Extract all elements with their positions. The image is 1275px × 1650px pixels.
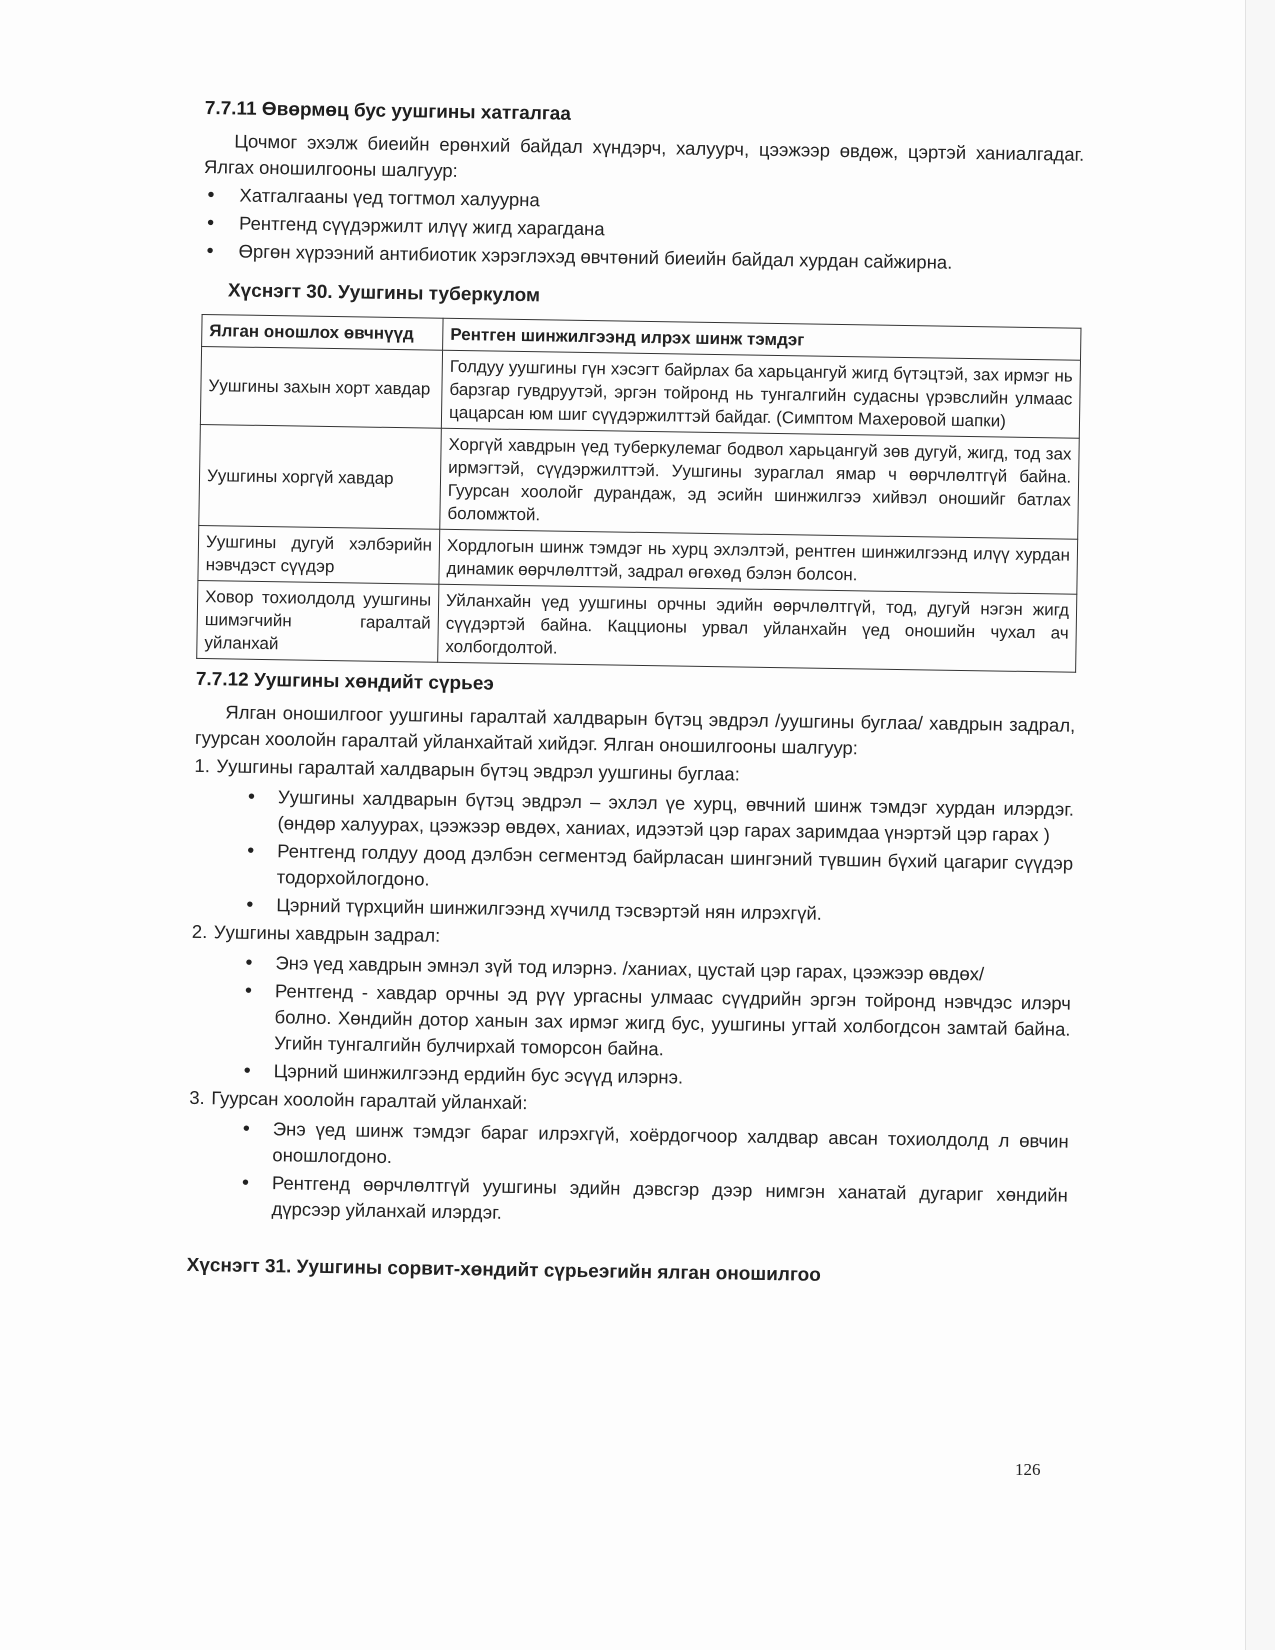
table-cell: Хоргүй хавдрын үед туберкулемаг бодвол харьцангуй зөв дугуй, жигд, тод зах ирмэгтэй, сүүдэржилттэй. Уушгины зураглал ямар ч өөрчлөлтгүй байна. Гуурсан хоолойг дурандаж, эд эсийн шинжилгээ хийвэл оношийг батлах боломжтой. <box>440 428 1080 539</box>
table-header-cell: Рентген шинжилгээнд илрэх шинж тэмдэг <box>443 318 1081 360</box>
list-item: • Рентгенд сүүдэржилт илүү жигд харагдана <box>203 210 1083 250</box>
item-number: 2. <box>191 920 208 943</box>
list-item: • Рентгенд голдуу доод дэлбэн сегментэд байрласан шингэний түвшин бүхий цагариг сүүдэр тодорхойлогдоно. <box>237 838 1074 903</box>
table-cell: Голдуу уушгины гүн хэсэгт байрлах ба харьцангуй жигд бүтэцтэй, зах ирмэг нь барзгар гувдруутэй, эргэн тойронд нь тунгалгийн судасны үрэвслийн улмаас цацарсан юм шиг сүүдэржилттэй байдаг. (Симптом Махеровой шапки) <box>441 350 1080 438</box>
page-number: 126 <box>1015 1460 1041 1479</box>
item-title: Гуурсан хоолойн гаралтай уйланхай: <box>211 1087 528 1114</box>
table-cell: Уйланхайн үед уушгины орчны эдийн өөрчлөлтгүй, тод, дугуй нэгэн жигд сүүдэртэй байна. Кацционы урвал уйланхайн үед оношийн чухал ач холбогдолтой. <box>438 584 1077 672</box>
list-item: • Өргөн хүрээний антибиотик хэрэглэхэд өвчтөний биеийн байдал хурдан сайжирна. <box>202 238 1082 278</box>
table-row <box>200 346 1080 438</box>
list-item: • Рентгенд - хавдар орчны эд рүү ургасны улмаас сүүдрийн эргэн тойронд нэвчдэс илэрч болно. Хөндийн дотор ханын зах ирмэг жигд бус, уушгины угтай холбогдсон замтай байна. Угийн тунгалгийн булчирхай томорсон байна. <box>234 978 1071 1069</box>
list-item: • Уушгины халдварын бүтэц эвдрэл – эхлэл үе хурц, өвчний шинж тэмдэг хурдан илэрдэг. (өндөр халуурах, цээжээр өвдөх, ханиах, идээтэй цэр гарах заримдаа үнэртэй цэр гарах ) <box>237 784 1074 849</box>
list-item: • Энэ үед хавдрын эмнэл зүй тод илэрнэ. /ханиах, цустай цэр гарах, цээжээр өвдөх/ <box>235 950 1071 989</box>
table-row <box>199 424 1079 539</box>
table-cell: Хордлогын шинж тэмдэг нь хурц эхлэлтэй, рентген шинжилгээнд илүү хурдан динамик өөрчлөлттэй, задрал өгөхөд бэлэн болсон. <box>439 529 1078 594</box>
sub-list <box>236 784 1074 931</box>
section-intro: Ялган оношилгоог уушгины гаралтай халдварын бүтэц эвдрэл /уушгины буглаа/ хавдрын задрал, гуурсан хоолойн гаралтай уйланхайтай хийдэг. Ялган оношилгооны шалгуур: <box>194 701 1076 759</box>
section-heading-7-7-11: 7.7.11 Өвөрмөц бус уушгины хатгалгаа <box>204 98 572 125</box>
list-item: • Рентгенд өөрчлөлтгүй уушгины эдийн дэвсгэр дээр нимгэн ханатай дугариг хөндийн дүрсээр уйланхай илэрдэг. <box>231 1170 1068 1235</box>
list-item: • Хатгалгааны үед тогтмол халуурна <box>203 182 1083 222</box>
numbered-item <box>190 919 1072 1097</box>
list-item: • Цэрний түрхцийн шинжилгээнд хүчилд тэсвэртэй нян илрэхгүй. <box>236 892 1072 931</box>
table-cell: Ховор тохиолдолд уушгины шимэгчийн гаралтай уйланхай <box>197 580 439 662</box>
page-content <box>186 98 1084 1291</box>
table-cell: Уушгины хоргүй хавдар <box>199 424 442 529</box>
item-number: 1. <box>194 754 211 777</box>
numbered-item <box>187 1085 1069 1235</box>
numbered-item <box>192 753 1074 931</box>
section-heading-7-7-12: 7.7.12 Уушгины хөндийт сүрьеэ <box>195 668 495 695</box>
table-cell: Уушгины захын хорт хавдар <box>200 346 442 428</box>
table-header-cell: Ялган оношлох өвчнүүд <box>202 314 443 350</box>
table-caption-30: Хүснэгт 30. Уушгины туберкулом <box>227 280 541 307</box>
item-title: Уушгины гаралтай халдварын бүтэц эвдрэл уушгины буглаа: <box>216 755 740 785</box>
item-title: Уушгины хавдрын задрал: <box>213 921 441 946</box>
numbered-list <box>187 753 1074 1235</box>
criteria-list <box>202 182 1083 278</box>
table-caption-31: Хүснэгт 31. Уушгины сорвит-хөндийт сүрьеэгийн ялган оношилгоо <box>186 1254 821 1286</box>
table-row <box>197 580 1077 672</box>
section-intro: Цочмог эхэлж биеийн ерөнхий байдал хүндэрч, халуурч, цээжээр өвдөж, цэртэй ханиалгадаг. Ялгах оношилгооны шалгуур: <box>203 130 1085 181</box>
list-item: • Цэрний шинжилгээнд ердийн бус эсүүд илэрнэ. <box>234 1058 1070 1097</box>
item-number: 3. <box>189 1086 205 1109</box>
sub-list <box>231 1116 1069 1235</box>
sub-list <box>234 950 1072 1097</box>
table-cell: Уушгины дугуй хэлбэрийн нэвчдэст сүүдэр <box>198 525 440 584</box>
list-item: • Энэ үед шинж тэмдэг бараг илрэхгүй, хоёрдогчоор халдвар авсан тохиолдолд л өвчин оношлогдоно. <box>232 1116 1069 1181</box>
table-tuberculoma <box>196 314 1081 673</box>
